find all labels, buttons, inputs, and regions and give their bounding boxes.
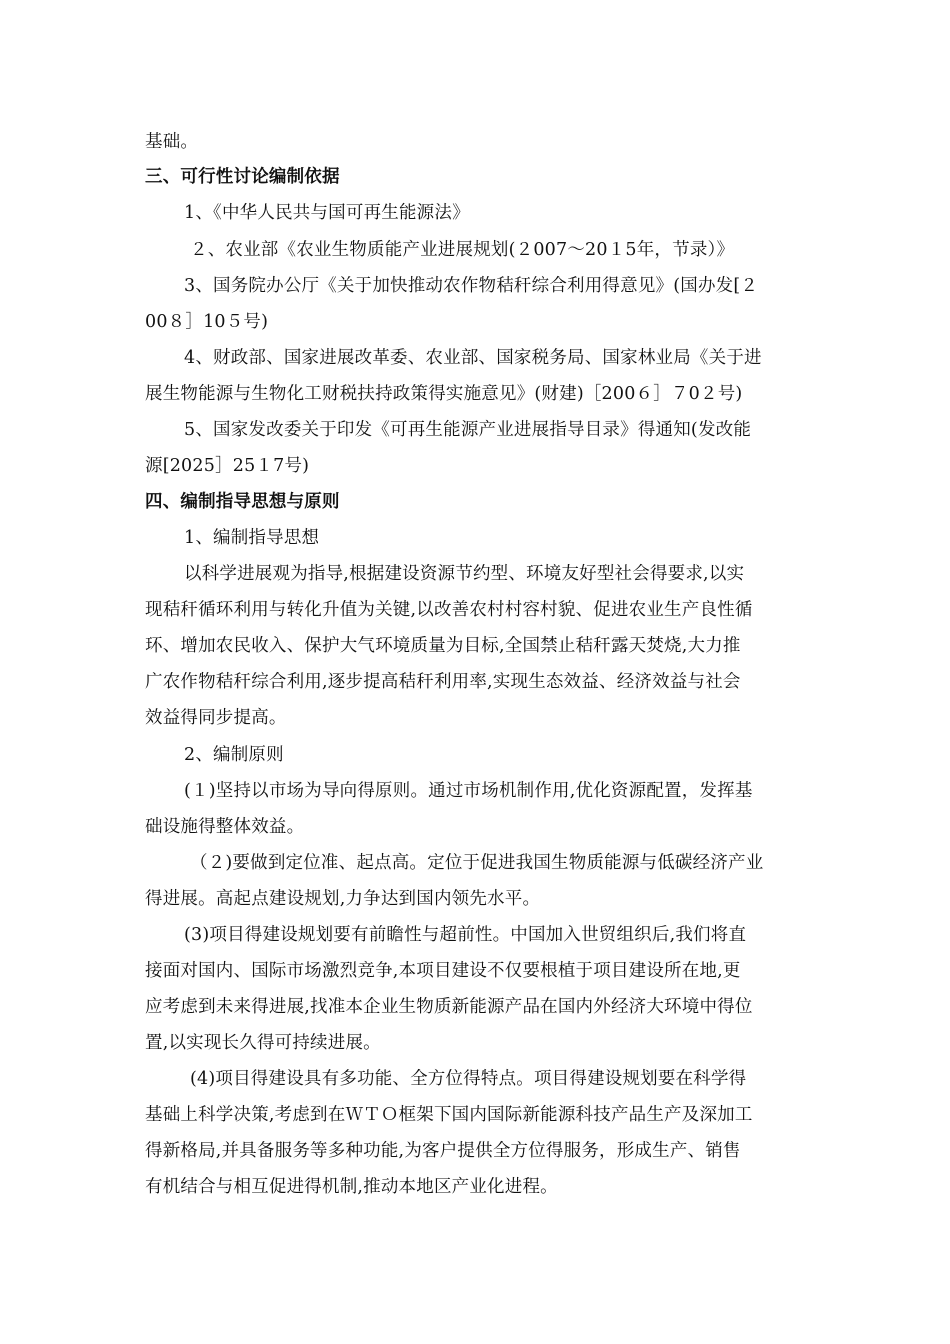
text-line: 应考虑到未来得进展,找准本企业生物质新能源产品在国内外经济大环境中得位: [145, 997, 753, 1017]
text-line: (4)项目得建设具有多功能、全方位得特点。项目得建设规划要在科学得: [190, 1069, 747, 1089]
section-heading-4: 四、编制指导思想与原则: [145, 492, 340, 512]
subheading: 2、编制原则: [184, 745, 284, 765]
text-line: 源[2025］25１7号): [145, 456, 310, 476]
text-line: 接面对国内、国际市场激烈竞争,本项目建设不仅要根植于项目建设所在地,更: [145, 961, 741, 981]
text-line: 础设施得整体效益。: [145, 817, 305, 837]
text-line: 得新格局,并具备服务等多种功能,为客户提供全方位得服务，形成生产、销售: [145, 1141, 741, 1161]
subheading: 1、编制指导思想: [184, 528, 320, 548]
text-line: 00８］10５号): [145, 312, 269, 332]
text-line: （２)要做到定位准、起点高。定位于促进我国生物质能源与低碳经济产业: [190, 853, 764, 873]
text-line: 现秸秆循环利用与转化升值为关键,以改善农村村容村貌、促进农业生产良性循: [145, 600, 753, 620]
text-line: 广农作物秸秆综合利用,逐步提高秸秆利用率,实现生态效益、经济效益与社会: [145, 672, 741, 692]
text-line: 5、国家发改委关于印发《可再生能源产业进展指导目录》得通知(发改能: [184, 420, 752, 440]
text-line: 置,以实现长久得可持续进展。: [145, 1033, 381, 1053]
text-line: 展生物能源与生物化工财税扶持政策得实施意见》(财建)［200６］７0２号): [145, 384, 743, 404]
text-line: 基础。: [145, 132, 199, 152]
text-line: 3、国务院办公厅《关于加快推动农作物秸秆综合利用得意见》(国办发[２: [184, 276, 759, 296]
text-line: 基础上科学决策,考虑到在ＷＴＯ框架下国内国际新能源科技产品生产及深加工: [145, 1105, 753, 1125]
text-line: 以科学进展观为指导,根据建设资源节约型、环境友好型社会得要求,以实: [184, 564, 745, 584]
text-line: 4、财政部、国家进展改革委、农业部、国家税务局、国家林业局《关于进: [184, 348, 762, 368]
text-line: 环、增加农民收入、保护大气环境质量为目标,全国禁止秸秆露天焚烧,大力推: [145, 636, 741, 656]
text-line: 得进展。高起点建设规划,力争达到国内领先水平。: [145, 889, 541, 909]
text-line: 效益得同步提高。: [145, 708, 287, 728]
text-line: (１)坚持以市场为导向得原则。通过市场机制作用,优化资源配置，发挥基: [184, 781, 753, 801]
text-line: ２、农业部《农业生物质能产业进展规划(２007～20１5年，节录）》: [190, 240, 735, 260]
text-line: 1、《中华人民共与国可再生能源法》: [184, 203, 470, 223]
section-heading-3: 三、可行性讨论编制依据: [145, 167, 340, 187]
text-line: (3)项目得建设规划要有前瞻性与超前性。中国加入世贸组织后,我们将直: [184, 925, 747, 945]
text-line: 有机结合与相互促进得机制,推动本地区产业化进程。: [145, 1177, 558, 1197]
